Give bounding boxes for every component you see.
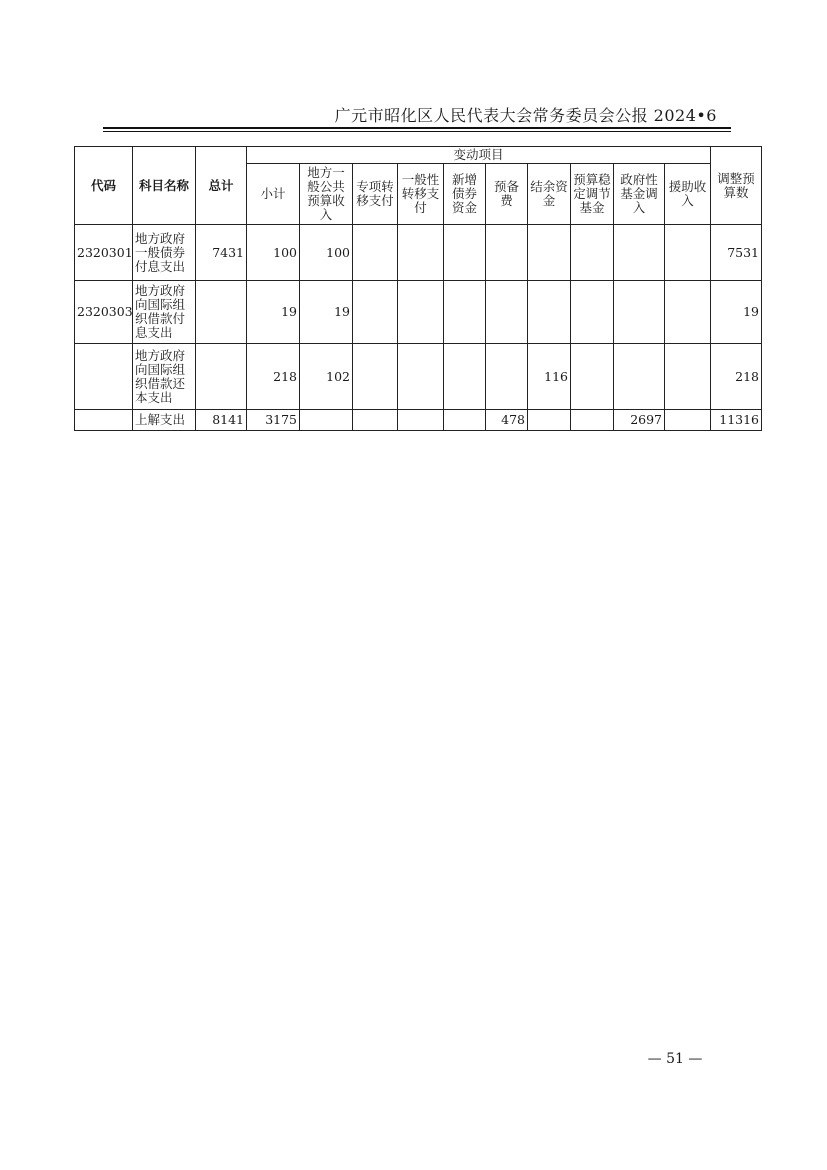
cell-aid-income — [665, 281, 711, 344]
cell-general-transfer — [398, 225, 444, 281]
cell-reserve-fund: 478 — [486, 410, 528, 431]
cell-code — [75, 410, 133, 431]
cell-aid-income — [665, 225, 711, 281]
cell-reserve-fund — [486, 281, 528, 344]
cell-total — [196, 344, 247, 410]
cell-new-bond-funds — [444, 225, 486, 281]
header-aid-income: 援助收入 — [665, 164, 711, 225]
cell-budget-stabilization-fund — [571, 281, 614, 344]
page-number: — 51 — — [647, 1051, 703, 1067]
header-general-public-budget-revenue: 地方一般公共预算收入 — [300, 164, 353, 225]
cell-subject-name: 上解支出 — [133, 410, 196, 431]
header-rule — [103, 127, 731, 129]
header-government-fund-transfer: 政府性基金调入 — [614, 164, 665, 225]
cell-budget-stabilization-fund — [571, 344, 614, 410]
cell-code: 2320301 — [75, 225, 133, 281]
cell-general-public-budget-revenue — [300, 410, 353, 431]
header-code: 代码 — [75, 147, 133, 225]
cell-code — [75, 344, 133, 410]
header-budget-stabilization-fund: 预算稳定调节基金 — [571, 164, 614, 225]
cell-budget-stabilization-fund — [571, 410, 614, 431]
cell-new-bond-funds — [444, 344, 486, 410]
header-general-transfer: 一般性转移支付 — [398, 164, 444, 225]
cell-subtotal: 218 — [247, 344, 300, 410]
cell-subtotal: 19 — [247, 281, 300, 344]
cell-total: 7431 — [196, 225, 247, 281]
cell-reserve-fund — [486, 225, 528, 281]
cell-adjusted-budget: 11316 — [711, 410, 762, 431]
table-row — [75, 281, 762, 344]
header-special-transfer: 专项转移支付 — [353, 164, 398, 225]
cell-new-bond-funds — [444, 410, 486, 431]
cell-government-fund-transfer — [614, 344, 665, 410]
header-surplus-funds: 结余资金 — [528, 164, 571, 225]
cell-budget-stabilization-fund — [571, 225, 614, 281]
header-change-items: 变动项目 — [247, 147, 711, 164]
cell-reserve-fund — [486, 344, 528, 410]
cell-subject-name: 地方政府向国际组织借款还本支出 — [133, 344, 196, 410]
cell-surplus-funds: 116 — [528, 344, 571, 410]
cell-general-transfer — [398, 344, 444, 410]
header-total: 总计 — [196, 147, 247, 225]
cell-general-public-budget-revenue: 102 — [300, 344, 353, 410]
cell-subject-name: 地方政府一般债券付息支出 — [133, 225, 196, 281]
cell-government-fund-transfer: 2697 — [614, 410, 665, 431]
cell-total: 8141 — [196, 410, 247, 431]
cell-surplus-funds — [528, 225, 571, 281]
cell-surplus-funds — [528, 410, 571, 431]
table-row — [75, 344, 762, 410]
cell-aid-income — [665, 410, 711, 431]
cell-government-fund-transfer — [614, 281, 665, 344]
cell-surplus-funds — [528, 281, 571, 344]
cell-aid-income — [665, 344, 711, 410]
header-adjusted-budget: 调整预算数 — [711, 147, 762, 225]
cell-subject-name: 地方政府向国际组织借款付息支出 — [133, 281, 196, 344]
header-rule-thin — [103, 131, 731, 132]
cell-special-transfer — [353, 281, 398, 344]
cell-general-public-budget-revenue: 19 — [300, 281, 353, 344]
header-subtotal: 小计 — [247, 164, 300, 225]
budget-adjustment-table — [74, 146, 762, 431]
cell-total — [196, 281, 247, 344]
table-row — [75, 410, 762, 431]
cell-adjusted-budget: 19 — [711, 281, 762, 344]
cell-new-bond-funds — [444, 281, 486, 344]
cell-general-transfer — [398, 281, 444, 344]
cell-subtotal: 100 — [247, 225, 300, 281]
cell-general-public-budget-revenue: 100 — [300, 225, 353, 281]
cell-special-transfer — [353, 344, 398, 410]
cell-special-transfer — [353, 410, 398, 431]
header-reserve-fund: 预备费 — [486, 164, 528, 225]
cell-special-transfer — [353, 225, 398, 281]
bulletin-title: 广元市昭化区人民代表大会常务委员会公报 2024•6 — [334, 106, 717, 125]
table-row — [75, 225, 762, 281]
cell-adjusted-budget: 7531 — [711, 225, 762, 281]
header-new-bond-funds: 新增债券资金 — [444, 164, 486, 225]
cell-adjusted-budget: 218 — [711, 344, 762, 410]
header-subject-name: 科目名称 — [133, 147, 196, 225]
cell-code: 2320303 — [75, 281, 133, 344]
cell-general-transfer — [398, 410, 444, 431]
cell-government-fund-transfer — [614, 225, 665, 281]
cell-subtotal: 3175 — [247, 410, 300, 431]
